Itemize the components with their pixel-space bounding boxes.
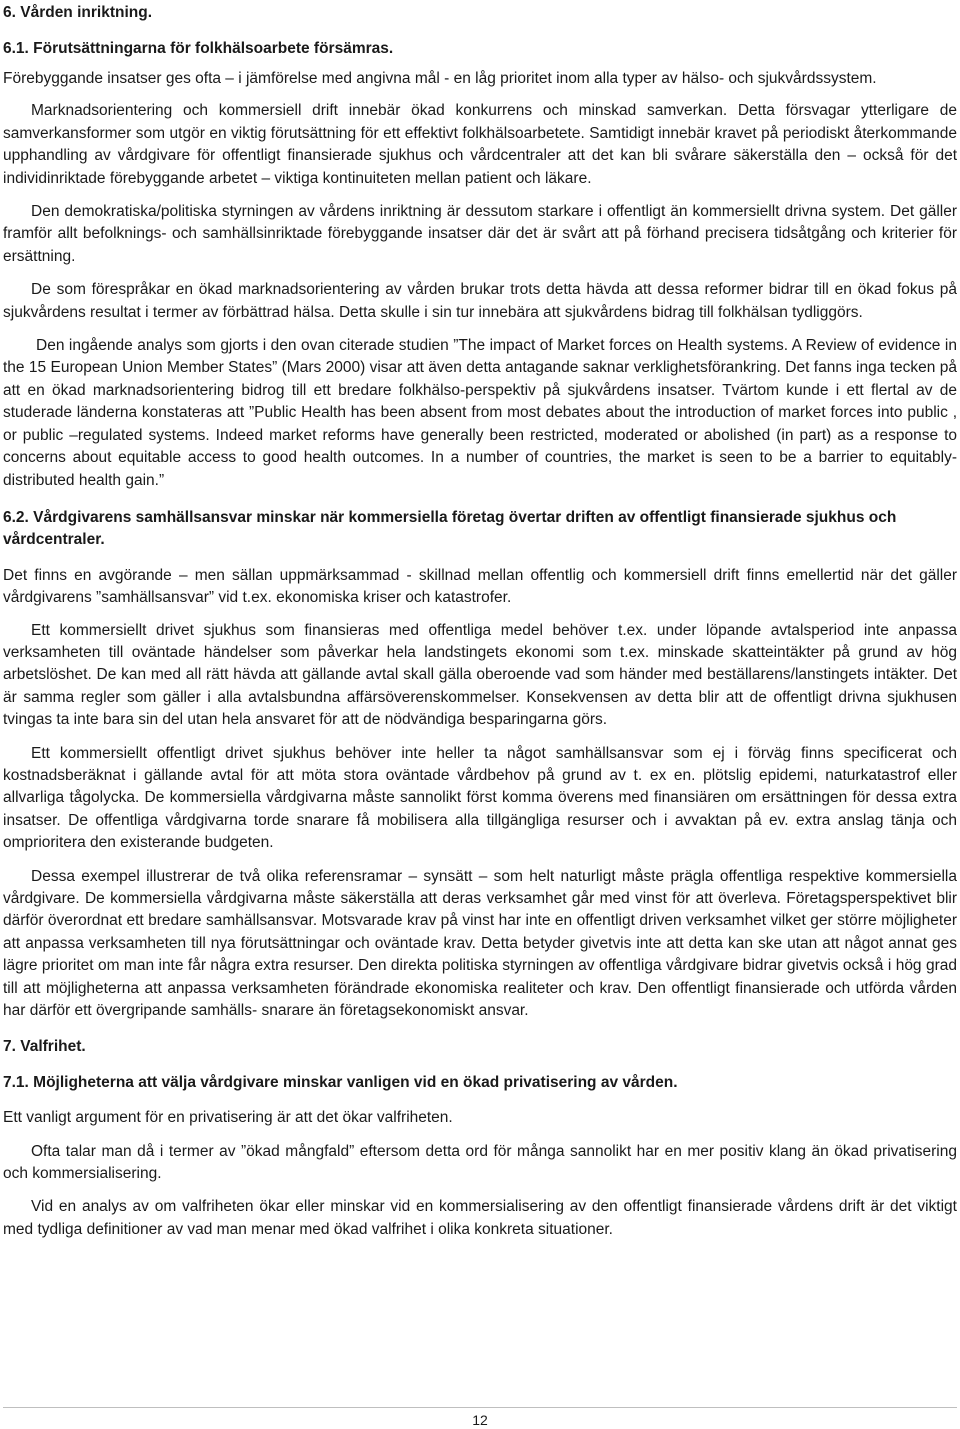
paragraph-7: Ett kommersiellt drivet sjukhus som finansieras med offentliga medel behöver t.ex. under löpande avtalsperiod inte anpassa verksamheten till oväntade händelser som påverkar hela landstingets ekonomi som t.ex. minskade skatteintäkter på grund av hög arbetslöshet. De kan med all rätt hävda att gällande avtal skall gälla oberoende vad som händer med beställarens/lanstingets intäkter. Det är samma regler som gäller i alla avtalsbundna affärsöverenskommelser. Konsekvensen av detta blir att de offentligt drivna sjukhusen tvingas ta inte bara sin del utan hela ansvaret för att de nödvändiga besparingarna görs. [3,621,957,729]
paragraph-5: Den ingående analys som gjorts i den ovan citerade studien ”The impact of Market forces on Health systems. A Review of evidence in the 15 European Union Member States” (Mars 2000) visar att även detta antagande saknar verklighetsförankring. Det fanns inga tecken på att en ökad marknadsorientering bidrog till ett bredare folkhälso-perspektiv på sjukvårdens insatser. Tvärtom kunde i ett flertal av de studerade länderna konstateras att ”Public Health has been absent from most debates about the introduction of market forces into public , or public –regulated systems. Indeed market reforms have generally been restricted, moderated or abolished (in part) as a response to concerns about equitable access to good health outcomes. In a number of countries, the market is seen to be a barrier to equitably-distributed health gain.” [3,337,957,489]
footer-divider [3,1407,957,1408]
paragraph-6: Det finns en avgörande – men sällan uppmärksammad - skillnad mellan offentlig och kommersiell drift finns emellertid när det gäller vårdgivarens ”samhällsansvar” vid t.ex. ekonomiska kriser och katastrofer. [3,566,957,607]
heading-7: 7. Valfrihet. [3,1038,86,1056]
paragraph-2: Marknadsorientering och kommersiell drift innebär ökad konkurrens och minskad samverkan. Detta försvagar ytterligare de samverkansformer som utgör en viktig förutsättning för ett effektivt folkhälsoarbetete. Samtidigt innebär kravet på periodiskt återkommande upphandling av vårdgivare för offentligt finansierade sjukhus och vårdcentraler att det kan bli svårare säkerställa den – också för det individinriktade förebyggande arbetet – viktiga kontinuiteten mellan patient och läkare. [3,102,957,187]
paragraph-4: De som förespråkar en ökad marknadsorientering av vården brukar trots detta hävda att dessa reformer bidrar till en ökad fokus på sjukvårdens resultat i termer av förbättrad hälsa. Detta skulle i sin tur innebära att sjukvårdens bidrag till folkhälsan tydliggörs. [3,281,957,321]
heading-6: 6. Vården inriktning. [3,4,152,21]
paragraph-8: Ett kommersiellt offentligt drivet sjukhus behöver inte heller ta något samhällsansvar som ej i förväg finns specificerat och kostnadsberäknat i gällande avtal för att möta stora oväntade vårdbehov på grund av t. ex en. plötslig epidemi, naturkatastrof eller allvarliga tågolycka. De kommersiella vårdgivarna måste sannolikt först komma överens med finansiären om ersättningen för dessa extra insatser. De offentliga vårdgivarna torde snarare få mobilisera alla tillgängliga resurser och i avvaktan på ev. extra anslag tänja och omprioritera den existerande budgeten. [3,744,957,852]
document-page [3,2,957,1252]
paragraph-1: Förebyggande insatser ges ofta – i jämförelse med angivna mål - en låg prioritet inom alla typer av hälso- och sjukvårdssystem. [3,70,877,87]
page-number: 12 [472,1412,488,1428]
paragraph-11: Ofta talar man då i termer av ”ökad mångfald” eftersom detta ord för många sannolikt har en mer positiv klang än ökad privatisering och kommersialisering. [3,1142,957,1183]
paragraph-9: Dessa exempel illustrerar de två olika referensramar – synsätt – som helt naturligt måste prägla offentliga respektive kommersiella vårdgivare. De kommersiella vårdgivarna måste säkerställa att deras verksamhet går med vinst för att överleva. Företagsperspektivet blir därför överordnat ett bredare samhällsansvar. Motsvarade krav på vinst har inte en offentligt driven verksamhet vilket ger större möjligheter att anpassa verksamheten till nya förutsättningar och oväntade krav. Detta betyder givetvis inte att detta kan ske utan att något annat ges lägre prioritet om man inte får några extra resurser. Den direkta politiska styrningen av offentliga vårdgivare bidrar givetvis också i hög grad till att möjligheterna att anpassa verksamheten förändrade ekonomiska realiteter och krav. Den offentligt finansierade och utförda vården har därför ett övergripande samhälls- snarare än företagsekonomiskt ansvar. [3,867,957,1020]
heading-7-1: 7.1. Möjligheterna att välja vårdgivare minskar vanligen vid en ökad privatisering av vården. [3,1073,678,1091]
heading-6-2: 6.2. Vårdgivarens samhällsansvar minskar när kommersiella företag övertar driften av offentligt finansierade sjukhus och vårdcentraler. [3,508,897,549]
paragraph-10: Ett vanligt argument för en privatisering är att det ökar valfriheten. [3,1109,453,1127]
paragraph-12: Vid en analys av om valfriheten ökar eller minskar vid en kommersialisering av den offentligt finansierade vårdens drift är det viktigt med tydliga definitioner av vad man menar med ökad valfrihet i olika konkreta situationer. [3,1198,957,1238]
paragraph-3: Den demokratiska/politiska styrningen av vårdens inriktning är dessutom starkare i offentligt än kommersiellt drivna system. Det gäller framför allt befolknings- och samhällsinriktade förebyggande insatser där det är svårt att på förhand precisera tidsåtgång och kriterier för ersättning. [3,203,957,265]
heading-6-1: 6.1. Förutsättningarna för folkhälsoarbete försämras. [3,40,394,57]
